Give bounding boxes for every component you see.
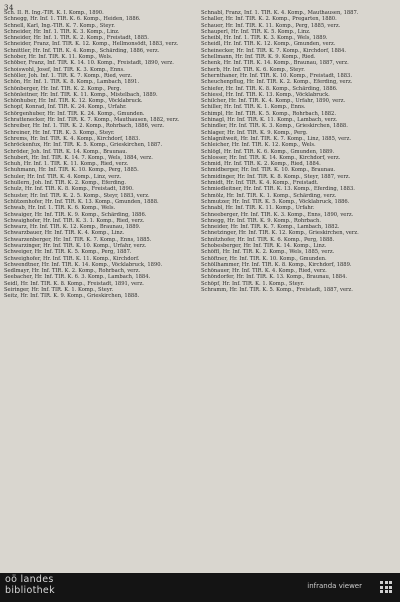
register-entry: Schnitzhofer, Hr. Inf. TIR. K. 6. Komp., Perg, 1888.: [201, 236, 335, 243]
register-entry: Schöllhammer, Hr. Inf. TIR. K. 8. Komp., Kirchdorf, 1889.: [201, 261, 352, 268]
register-entry: Schuster, Hr. Inf. TIR. K. 2. 5. Komp., Steyr, 1883, verz.: [4, 192, 150, 199]
register-entry: Schernthaner, Hr. Inf. TIR. K. 10. Komp., Freistadt, 1883.: [201, 72, 353, 79]
register-entry: Schauer, Hr. Inf. TIR. K. 11. Komp., Perg, 1885, verz.: [201, 22, 341, 29]
register-entry: Schwarzenberger, Hr. Inf. TIR. K. 7. Komp., Enns, 1885.: [4, 236, 152, 243]
register-entry: Schmidinger, Hr. Inf. TIR. K. 8. Komp., Steyr, 1887, verz.: [201, 173, 351, 180]
register-entry: Schreiner, Hr. Inf. TIR. K. 3. Komp., Steyr.: [4, 129, 115, 136]
register-entry: Schiefer, Hr. Inf. TIR. K. 8. Komp., Schärding, 1886.: [201, 85, 338, 92]
register-entry: Schlagnitweit, Hr. Inf. TIR. K. 7. Komp., Linz, 1885, verz.: [201, 135, 352, 142]
register-entry: Scherb, Hr. Inf. TIR. K. 6. Komp., Steyr.: [201, 66, 305, 73]
viewer-footer: [0, 573, 400, 602]
viewer-label: infranda viewer: [307, 582, 362, 590]
register-entry: Seidl, Hr. Inf. TIR. K. 8. Komp., Freistadt, 1891, verz.: [4, 280, 144, 287]
register-entry: Schlager, Hr. Inf. TIR. K. 9. Komp., Perg.: [201, 129, 308, 136]
register-entry: Schnegg, Hr. Inf. 1. TIR. K. 6. Komp., Heiden, 1886.: [4, 16, 141, 23]
register-entry: Schmidberger, Hr. Inf. TIR. K. 10. Komp., Braunau.: [201, 167, 336, 174]
register-entry: Schönauer, Hr. Inf. TIR. K. 4. Komp., Ried, verz.: [201, 268, 327, 275]
register-entry: Schaller, Hr. Inf. TIR. K. 2. Komp., Pregarten, 1880.: [201, 16, 337, 23]
register-entry: Scheidl, Hr. Inf. TIR. K. 12. Komp., Gmunden, verz.: [201, 41, 336, 48]
register-entry: Schneider, Franz, Inf. TIR. K. 12. Komp., Hellmonsödt, 1883, verz.: [4, 41, 179, 48]
register-entry: Schobesberger, Hr. Inf. TIR. K. 14. Komp., Linz.: [201, 242, 327, 249]
register-entry: Schramm, Hr. Inf. TIR. K. 5. Komp., Freistadt, 1887, verz.: [201, 287, 353, 294]
register-entry: Scheuchenpflug, Hr. Inf. TIR. K. 2. Komp., Eferding, verz.: [201, 79, 353, 86]
library-logo[interactable]: [5, 575, 55, 596]
register-entry: Schreiber, Hr. Inf. 1. TIR. K. 2. Komp., Rohrbach, 1886, verz.: [4, 123, 165, 130]
register-entry: Schön, Hr. Inf. 1. TIR. K. 8. Komp., Lambach, 1891.: [4, 79, 140, 86]
register-entry: Schubert, Hr. Inf. TIR. K. 14. 7. Komp., Wels, 1884, verz.: [4, 154, 153, 161]
register-entry: Schulz, Hr. Inf. TIR. K. 8. Komp., Freistadt, 1890.: [4, 186, 134, 193]
register-entry: Schnittler, Hr. Inf. TIR. K. 4. Komp., Schärding, 1886, verz.: [4, 47, 160, 54]
register-entry: Schönleitner, Hr. Inf. TIR. K. 11. Komp., Mistelbach, 1889.: [4, 91, 158, 98]
register-entry: Schwendtner, Hr. Inf. TIR. K. 14. Komp., Vöcklabruck, 1890.: [4, 261, 163, 268]
register-entry: Schöndorfer, Hr. Inf. TIR. K. 13. Komp., Braunau, 1884.: [201, 274, 348, 281]
register-entry: Schenk, Hr. Inf. TIR. K. 14. Komp., Braunau, 1887, verz.: [201, 60, 349, 67]
register-entry: Schröder, Joh. Inf. TIR. K. 14. Komp., Braunau.: [4, 148, 128, 155]
register-entry: Schmid, Hr. Inf. TIR. K. 2. Komp., Ried, 1884.: [201, 161, 321, 168]
register-entry: Schmölz, Hr. Inf. TIR. K. 1. Komp., Schärding, verz.: [201, 192, 337, 199]
register-entry: Schuhmann, Hr. Inf. TIR. K. 10. Komp., Perg, 1885.: [4, 167, 139, 174]
right-column: [201, 10, 396, 570]
register-entry: Schwarzinger, Hr. Inf. TIR. K. 10. Komp., Urfahr, verz.: [4, 242, 147, 249]
register-entry: Schneider, Hr. Inf. TIR. K. 7. Komp., Lambach, 1882.: [201, 224, 340, 231]
logo-line-2: bibliothek: [5, 584, 55, 596]
register-entry: Schilcher, Hr. Inf. TIR. K. 4. Komp., Urfahr, 1890, verz.: [201, 98, 346, 105]
register-entry: Schmiedleitner, Hr. Inf. TIR. K. 13. Komp., Eferding, 1883.: [201, 186, 355, 193]
register-entry: Schwab, Hr. Inf. 1. TIR. K. 6. Komp., Wels.: [4, 205, 116, 212]
register-entry: Schiessl, Hr. Inf. TIR. K. 13. Komp., Vöcklabruck.: [201, 91, 330, 98]
register-entry: Schwaiger, Hr. Inf. TIR. K. 9. Komp., Schärding, 1886.: [4, 211, 147, 218]
register-entry: Schlosser, Hr. Inf. TIR. K. 14. Komp., Kirchdorf, verz.: [201, 154, 341, 161]
register-entry: Schneider, Hr. Inf. 1. TIR. K. 2. Komp., Freistadt, 1885.: [4, 35, 149, 42]
register-entry: Schneider, Hr. Inf. 1. TIR. K. 3. Komp., Linz.: [4, 28, 120, 35]
register-entry: Sedlmayr, Hr. Inf. TIR. K. 2. Komp., Rohrbach, verz.: [4, 268, 141, 275]
register-entry: Schwarz, Hr. Inf. TIR. K. 12. Komp., Braunau, 1889.: [4, 224, 141, 231]
register-entry: Schuh, Hr. Inf. 1. TIR. K. 11. Komp., Ried, verz.: [4, 161, 129, 168]
register-entry: Schrems, Hr. Inf. TIR. K. 4. Komp., Kirchdorf, 1883.: [4, 135, 140, 142]
register-entry: Schönhuber, Hr. Inf. TIR. K. 12. Komp., Vöcklabruck.: [4, 98, 143, 105]
register-entry: Schnabl, Franz, Inf. 1. TIR. K. 4. Komp., Mauthausen, 1887.: [201, 10, 359, 16]
register-entry: Schopf, Konrad, Inf. TIR. K. 24. Komp., Urfahr.: [4, 104, 127, 111]
logo-line-1: oö landes: [5, 574, 54, 585]
register-entry: Scheinecker, Hr. Inf. TIR. K. 7. Komp., Kirchdorf, 1884.: [201, 47, 347, 54]
register-entry: Schöber, Franz, Inf. TIR. K. 14. 10. Komp., Freistadt, 1890, verz.: [4, 60, 174, 67]
register-entry: Schauperl, Hr. Inf. TIR. K. 5. Komp., Linz.: [201, 28, 311, 35]
register-entry: Schwarzbauer, Hr. Inf. TIR. K. 4. Komp., Linz.: [4, 230, 125, 237]
register-entry: Seiringer, Hr. Inf. TIR. K. 1. Komp., Steyr.: [4, 287, 114, 294]
register-entry: Schrattenecker, Hr. Inf. TIR. K. 7. Komp., Mauthausen, 1882, verz.: [4, 117, 180, 124]
register-entry: Schöftner, Hr. Inf. TIR. K. 10. Komp., Gmunden.: [201, 255, 327, 262]
register-entry: Schiller, Hr. Inf. TIR. K. 1. Komp., Enns.: [201, 104, 306, 111]
register-entry: Sch. II. R. Ing.-TIR. K. I. Komp., 1890.: [4, 10, 104, 16]
register-entry: Schröckenfux, Hr. Inf. TIR. K. 5. Komp., Grieskirchen, 1887.: [4, 142, 163, 149]
register-entry: Schuler, Hr. Inf. TIR. K. 4. Komp., Linz, verz.: [4, 173, 122, 180]
register-entry: Schnabl, Hr. Inf. TIR. K. 11. Komp., Urfahr.: [201, 205, 315, 212]
register-entry: Schimpl, Hr. Inf. TIR. K. 5. Komp., Rohrbach, 1882.: [201, 110, 336, 117]
register-entry: Schellmann, Hr. Inf. TIR. K. 9. Komp., Ried.: [201, 54, 316, 61]
register-entry: Schönberger, Hr. Inf. TIR. K. 2. Komp., Perg.: [4, 85, 122, 92]
register-entry: Schnetzinger, Hr. Inf. TIR. K. 12. Komp., Grieskirchen, verz.: [201, 230, 359, 237]
register-entry: Seitz, Hr. Inf. TIR. K. 9. Komp., Grieskirchen, 1888.: [4, 293, 140, 300]
register-entry: Scheibl, Hr. Inf. 1. TIR. K. 3. Komp., Wels, 1889.: [201, 35, 328, 42]
register-entry: Schnegg, Hr. Inf. TIR. K. 9. Komp., Rohrbach.: [201, 217, 321, 224]
register-entry: Schmidt, Hr. Inf. TIR. K. 4. Komp., Freistadt.: [201, 180, 319, 187]
register-entry: Schweighofer, Hr. Inf. TIR. K. 11. Komp., Kirchdorf.: [4, 255, 140, 262]
register-entry: Schöpf, Hr. Inf. TIR. K. 1. Komp., Steyr.: [201, 280, 305, 287]
register-entry: Schweiger, Hr. Inf. TIR. K. 5. Komp., Perg, 1887.: [4, 249, 132, 256]
register-entry: Schwaighofer, Hr. Inf. TIR. K. 3. 1. Komp., Ried, verz.: [4, 217, 145, 224]
register-entry: Schöffl, Hr. Inf. TIR. K. 2. Komp., Wels, 1885, verz.: [201, 249, 335, 256]
register-entry: Schlögl, Hr. Inf. TIR. K. 6. Komp., Gmunden, 1889.: [201, 148, 335, 155]
register-entry: Schöller, Joh. Inf. 1. TIR. K. 7. Komp., Ried, verz.: [4, 72, 133, 79]
left-column: [4, 10, 200, 570]
register-entry: Schober, Hr. Inf. TIR. K. 11. Komp., Wels.: [4, 54, 113, 61]
register-entry: Schnell, Karl, Ing.-TIR. K. 7. Komp., Steyr.: [4, 22, 115, 29]
register-entry: Schleicher, Hr. Inf. TIR. K. 12. Komp., Wels.: [201, 142, 316, 149]
register-entry: Schmutzer, Hr. Inf. TIR. K. 5. Komp., Vöcklabruck, 1886.: [201, 198, 350, 205]
register-entry: Schinagl, Hr. Inf. TIR. K. 11. Komp., Lambach, verz.: [201, 117, 338, 124]
register-entry: Schörgenhuber, Hr. Inf. TIR. K. 24. Komp., Gmunden.: [4, 110, 145, 117]
register-entry: Schindler, Hr. Inf. TIR. K. 3. Komp., Grieskirchen, 1888.: [201, 123, 348, 130]
register-entry: Schützenhofer, Hr. Inf. TIR. K. 13. Komp., Gmunden, 1888.: [4, 198, 159, 205]
page-number: 34: [4, 4, 14, 12]
register-entry: Schneeberger, Hr. Inf. TIR. K. 3. Komp., Enns, 1890, verz.: [201, 211, 354, 218]
register-entry: Schullern, Joh. Inf. TIR. K. 2. Komp., Eferding.: [4, 180, 126, 187]
register-entry: Schoiswohl, Josef, Inf. TIR. K. 3. Komp., Enns.: [4, 66, 125, 73]
register-entry: Seebacher, Hr. Inf. TIR. K. 6. 3. Komp., Lambach, 1884.: [4, 274, 151, 281]
grid-icon[interactable]: [380, 581, 392, 593]
